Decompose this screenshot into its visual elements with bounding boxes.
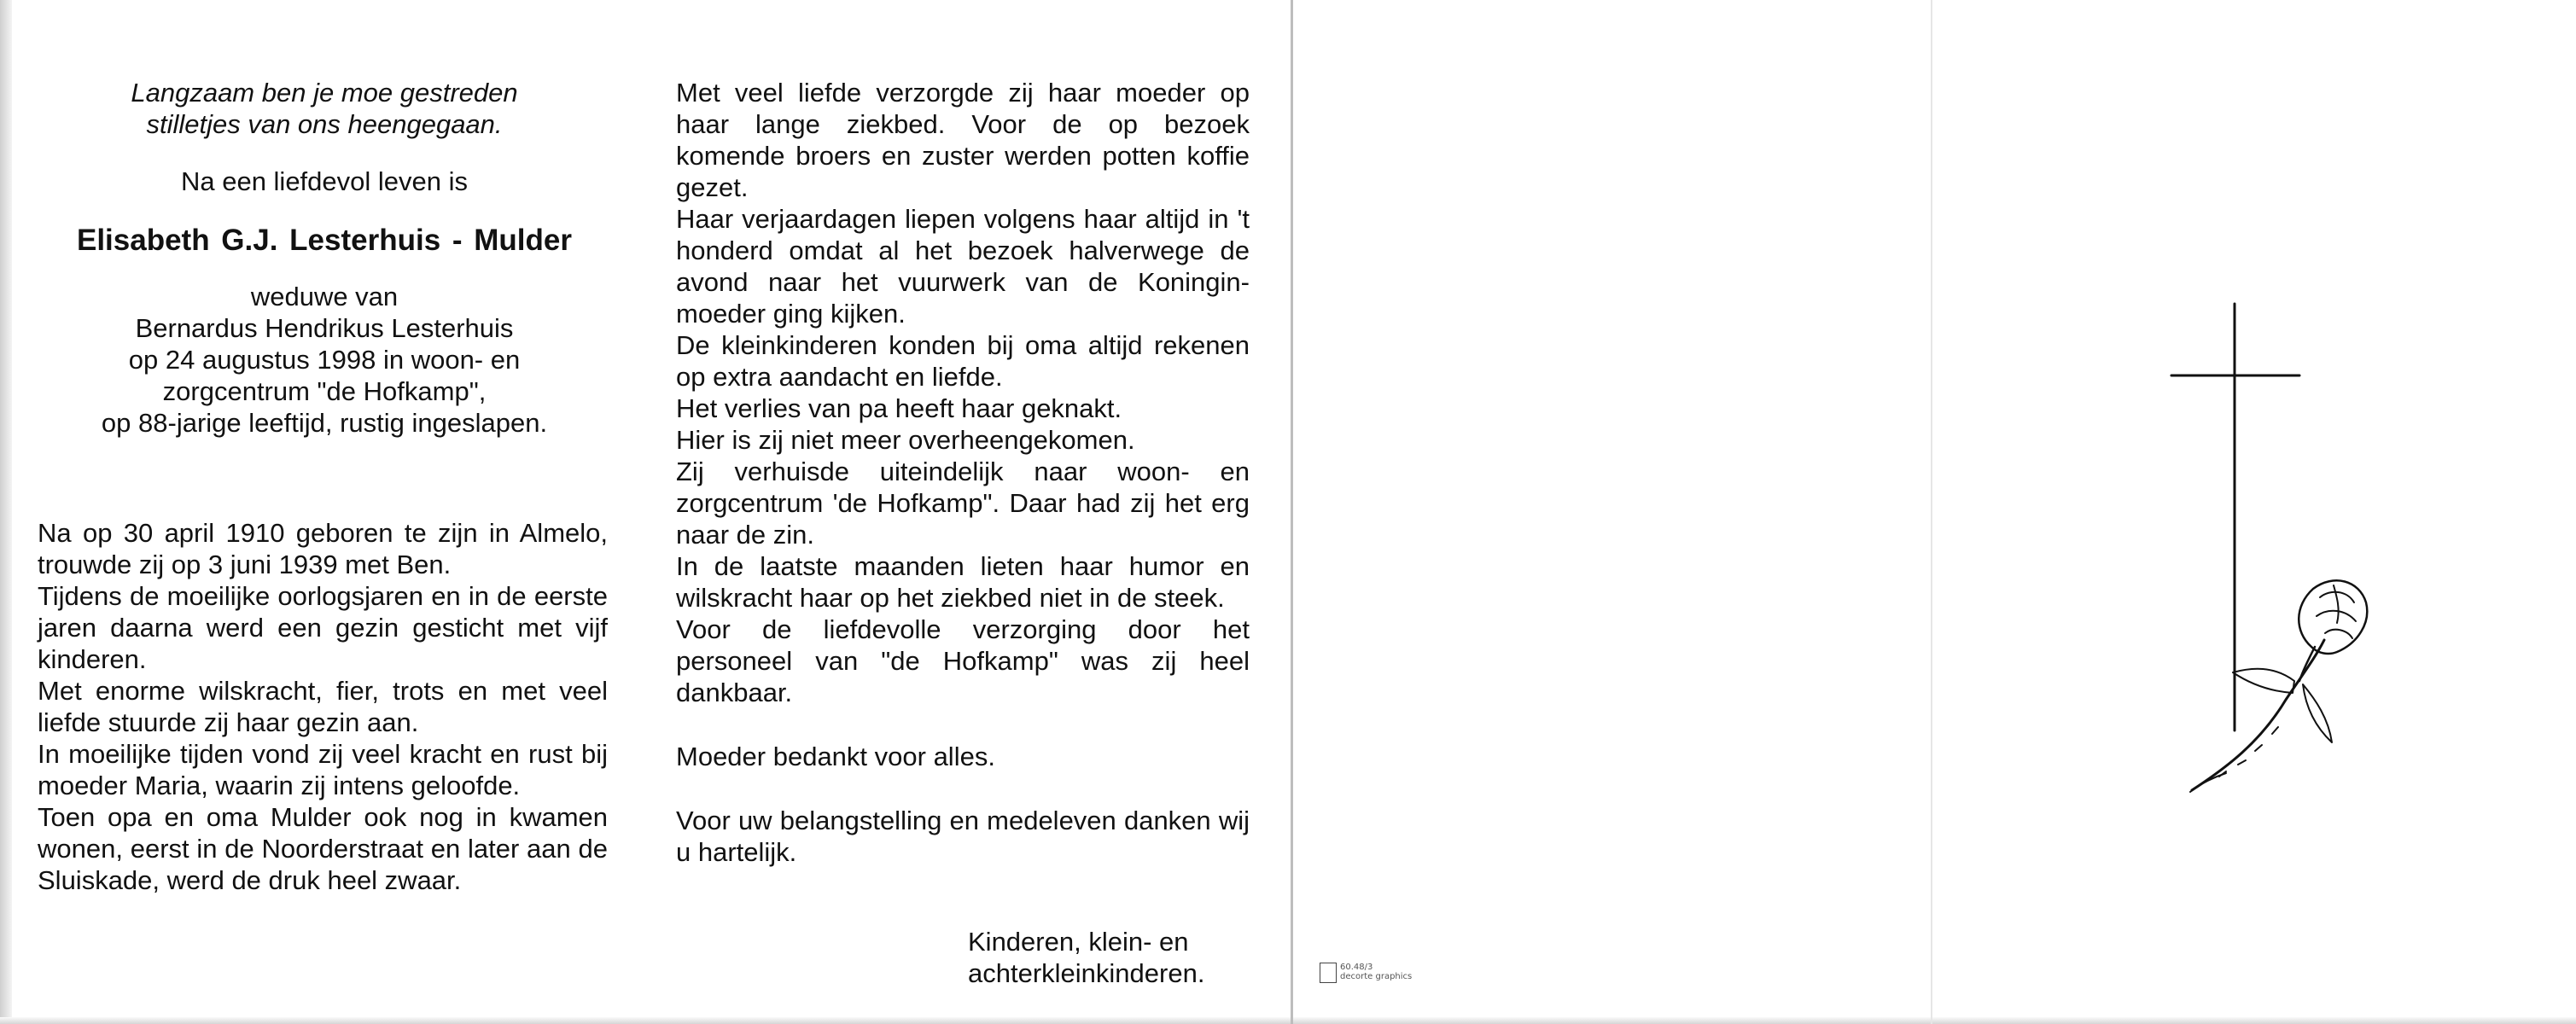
verse-line-1: Langzaam ben je moe gestreden — [131, 78, 518, 108]
closing-paragraph: Voor uw belangstelling en medeleven danken wij u hartelijk. — [676, 806, 1250, 867]
thanks-line: Moeder bedankt voor alles. — [676, 742, 995, 771]
right-paragraph-3: De kleinkinderen konden bij oma altijd rekenen op extra aandacht en liefde. — [676, 330, 1250, 392]
life-story-left — [38, 517, 608, 896]
right-paragraph-7: In de laatste maanden lieten haar humor en wilskracht haar op het ziekbed niet in de steek. — [676, 551, 1250, 613]
right-paragraph-6: Zij verhuisde uiteindelijk naar woon- en zorgcentrum 'de Hofkamp". Daar had zij het erg naar de zin. — [676, 457, 1250, 550]
signoff-block — [968, 926, 1275, 989]
rose-leaf-right — [2303, 684, 2332, 742]
right-paragraph-1: Met veel liefde verzorgde zij haar moeder op haar lange ziekbed. Voor de op bezoek komende broers en zuster werden potten koffie gezet. — [676, 78, 1250, 202]
printer-code: 60.48/3 — [1340, 963, 1373, 972]
life-paragraph-5: Toen opa en oma Mulder ook nog in kwamen wonen, eerst in de Noorderstraat en later aan de Sluiskade, werd de druk heel zwaar. — [38, 802, 608, 895]
deceased-name: Elisabeth G.J. Lesterhuis - Mulder — [76, 224, 573, 257]
life-paragraph-3: Met enorme wilskracht, fier, trots en met veel liefde stuurde zij haar gezin aan. — [38, 676, 608, 737]
rose-stem — [2192, 640, 2324, 790]
card-bottom-edge — [0, 1017, 2576, 1024]
center-fold — [1291, 0, 1293, 1024]
right-paragraph-4: Het verlies van pa heeft haar geknakt. — [676, 393, 1122, 423]
intro-line: Na een liefdevol leven is — [180, 166, 469, 196]
life-paragraph-4: In moeilijke tijden vond zij veel kracht en rust bij moeder Maria, waarin zij intens geloofde. — [38, 739, 608, 800]
printer-brand: decorte graphics — [1340, 972, 1413, 981]
printer-mark — [1320, 963, 1412, 983]
right-paragraph-8: Voor de liefdevolle verzorging door het personeel van "de Hofkamp" was zij heel dankbaar. — [676, 614, 1250, 707]
right-paragraph-2: Haar verjaardagen liepen volgens haar altijd in 't honderd omdat al het bezoek halverwege de avond naar het vuurwerk van de Koningin-moeder ging kijken. — [676, 204, 1250, 329]
cross-and-rose-icon — [2166, 299, 2371, 811]
signoff-line-2: achterkleinkinderen. — [968, 958, 1205, 988]
life-story-right — [676, 77, 1250, 868]
death-line-3: op 88-jarige leeftijd, rustig ingeslapen. — [101, 408, 548, 438]
rose-leaf-left — [2233, 669, 2294, 693]
life-paragraph-1: Na op 30 april 1910 geboren te zijn in Almelo, trouwde zij op 3 juni 1939 met Ben. — [38, 518, 608, 579]
announcement-block — [34, 77, 615, 439]
right-fold — [1931, 0, 1932, 1024]
verse-line-2: stilletjes van ons heengegaan. — [146, 109, 503, 139]
signoff-line-1: Kinderen, klein- en — [968, 927, 1189, 957]
printer-logo-icon — [1320, 963, 1337, 983]
widow-line-1: weduwe van — [250, 282, 399, 311]
card-left-edge — [0, 0, 12, 1024]
right-paragraph-5: Hier is zij niet meer overheengekomen. — [676, 425, 1135, 455]
life-paragraph-2: Tijdens de moeilijke oorlogsjaren en in de eerste jaren daarna werd een gezin gesticht met vijf kinderen. — [38, 581, 608, 674]
widow-line-2: Bernardus Hendrikus Lesterhuis — [135, 313, 514, 343]
death-line-2: zorgcentrum "de Hofkamp", — [162, 376, 487, 406]
death-line-1: op 24 augustus 1998 in woon- en — [128, 345, 521, 375]
